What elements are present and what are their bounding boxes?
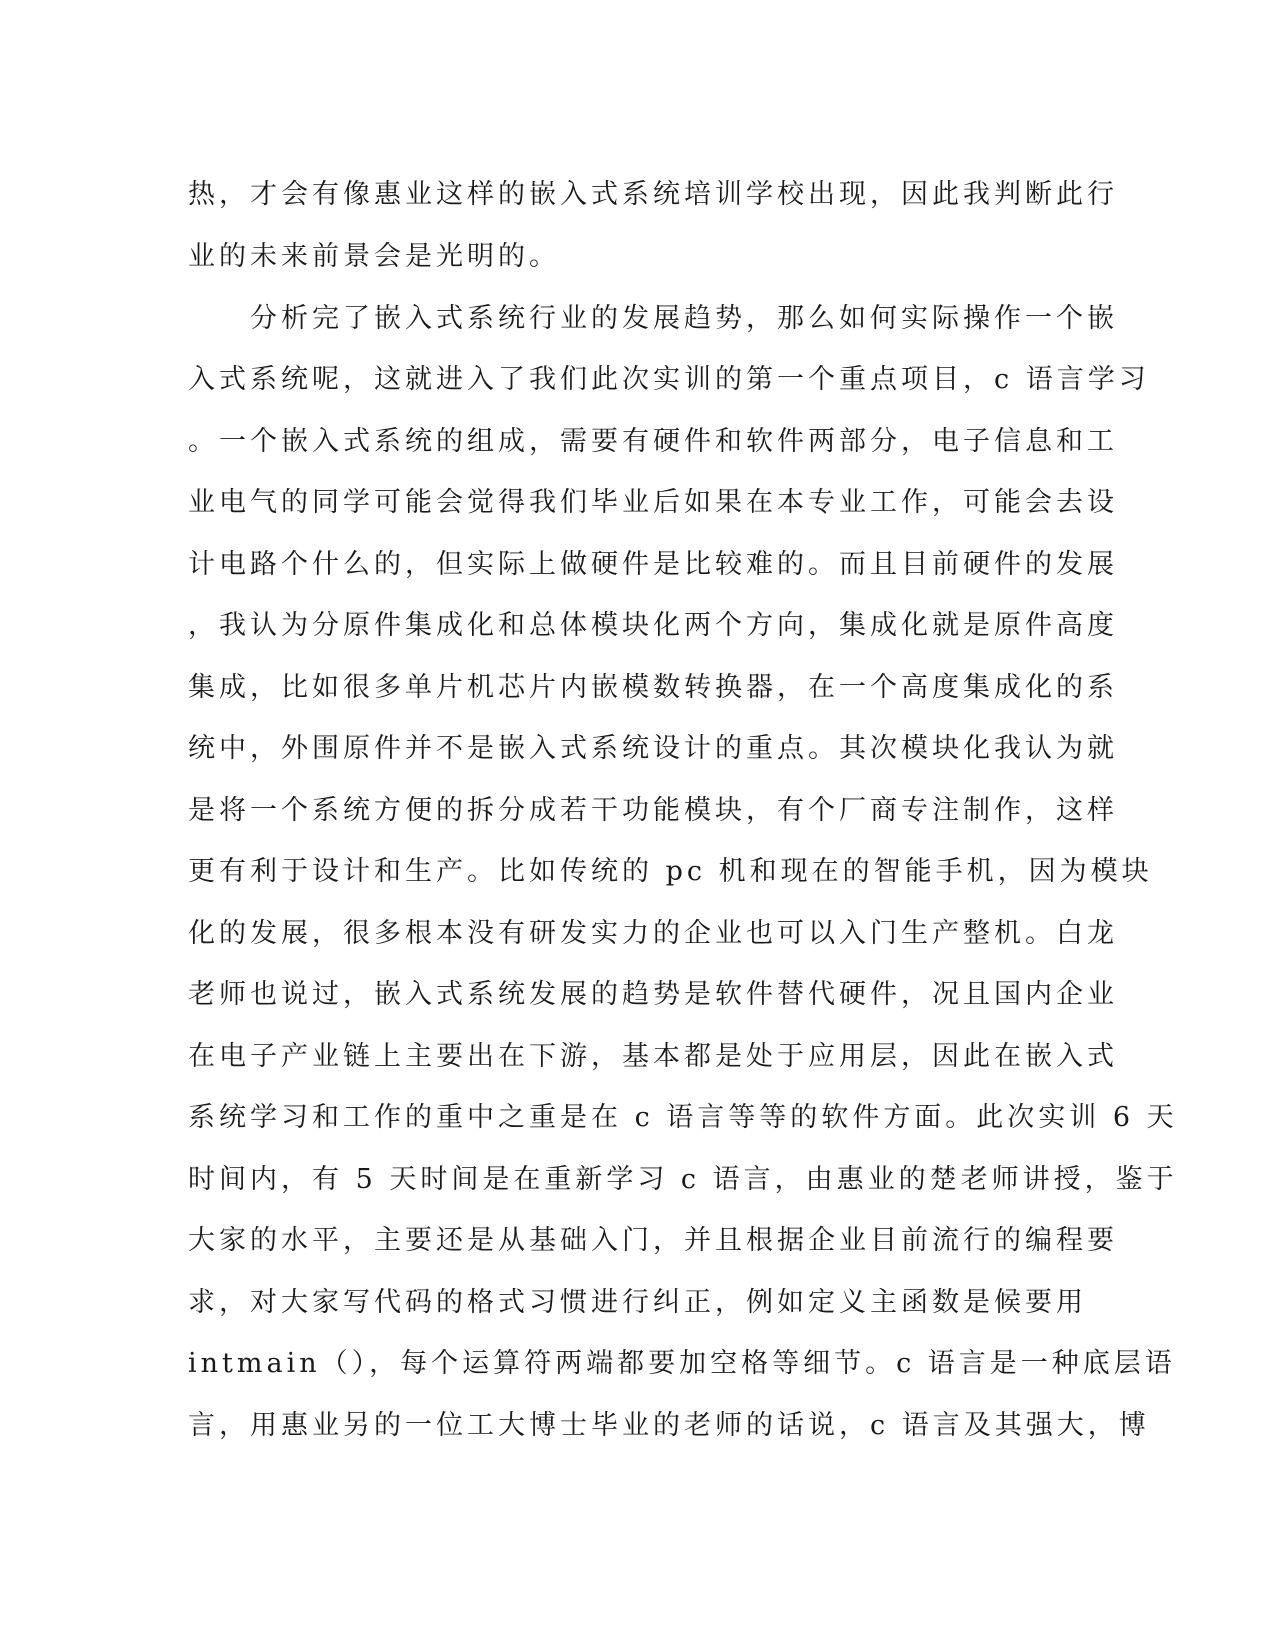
- text-line: 言，用惠业另的一位工大博士毕业的老师的话说，c 语言及其强大，博: [188, 1409, 1150, 1441]
- text-line: 业的未来前景会是光明的。: [188, 240, 560, 272]
- text-line: 求，对大家写代码的格式习惯进行纠正，例如定义主函数是候要用: [188, 1286, 1087, 1318]
- text-line: 更有利于设计和生产。比如传统的 pc 机和现在的智能手机，因为模块: [188, 856, 1153, 887]
- text-line: 。一个嵌入式系统的组成，需要有硬件和软件两部分，电子信息和工: [188, 425, 1118, 457]
- text-line: 集成，比如很多单片机芯片内嵌模数转换器，在一个高度集成化的系: [188, 671, 1118, 703]
- text-line: intmain（），每个运算符两端都要加空格等细节。c 语言是一种底层语: [188, 1348, 1176, 1379]
- text-line: ，我认为分原件集成化和总体模块化两个方向，集成化就是原件高度: [188, 610, 1118, 641]
- text-line: 化的发展，很多根本没有研发实力的企业也可以入门生产整机。白龙: [188, 917, 1118, 949]
- text-line: 在电子产业链上主要出在下游，基本都是处于应用层，因此在嵌入式: [188, 1040, 1118, 1072]
- body-text: [188, 164, 1178, 1456]
- text-line: 热，才会有像惠业这样的嵌入式系统培训学校出现，因此我判断此行: [188, 179, 1118, 210]
- text-line: 统中，外围原件并不是嵌入式系统设计的重点。其次模块化我认为就: [188, 733, 1118, 764]
- text-line: 是将一个系统方便的拆分成若干功能模块，有个厂商专注制作，这样: [188, 794, 1118, 826]
- text-line: 大家的水平，主要还是从基础入门，并且根据企业目前流行的编程要: [188, 1225, 1118, 1256]
- text-line: 计电路个什么的，但实际上做硬件是比较难的。而且目前硬件的发展: [188, 548, 1118, 580]
- paragraph-start-line: 分析完了嵌入式系统行业的发展趋势，那么如何实际操作一个嵌: [188, 302, 1118, 334]
- text-line: 时间内，有 5 天时间是在重新学习 c 语言，由惠业的楚老师讲授，鉴于: [188, 1163, 1178, 1195]
- text-line: 入式系统呢，这就进入了我们此次实训的第一个重点项目，c 语言学习: [188, 364, 1150, 395]
- text-line: 业电气的同学可能会觉得我们毕业后如果在本专业工作，可能会去设: [188, 487, 1118, 518]
- text-line: 系统学习和工作的重中之重是在 c 语言等等的软件方面。此次实训 6 天: [188, 1102, 1178, 1133]
- text-line: 老师也说过，嵌入式系统发展的趋势是软件替代硬件，况且国内企业: [188, 979, 1118, 1010]
